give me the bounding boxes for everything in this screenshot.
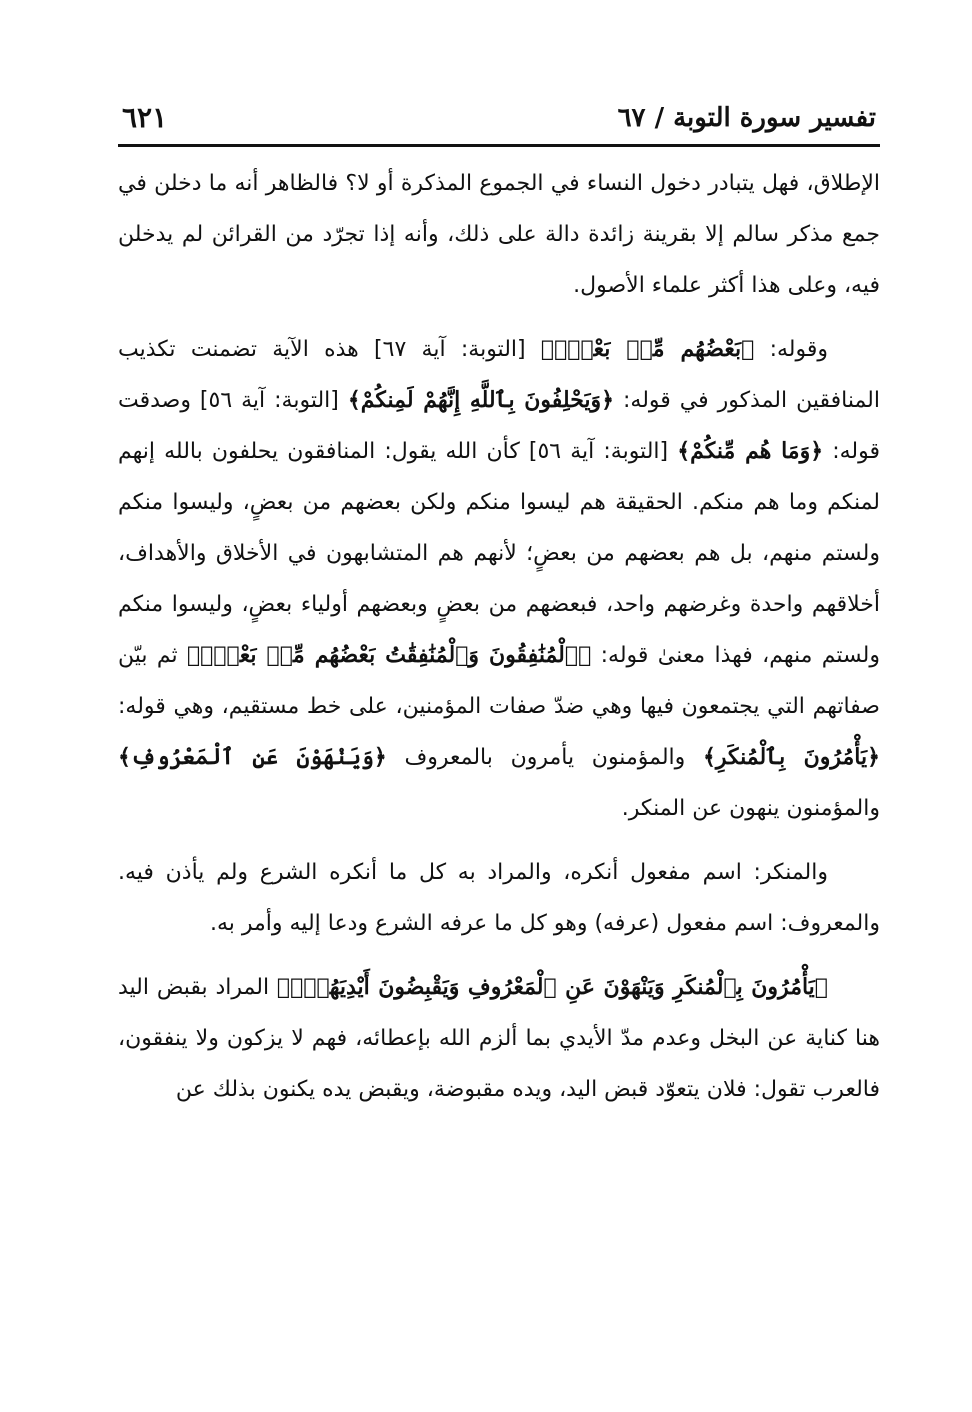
quran-quote: ﴿وَمَا هُم مِّنكُمْ﴾ [677, 438, 824, 464]
text-run: [التوبة: آية ٥٦] كأن الله يقول: المنافقون يحلفون بالله إنهم لمنكم وما هم منكم. الحقيقة هم ليسوا منكم ولكن بعضهم من بعضٍ، وليسوا منكم ولستم منهم، بل هم بعضهم من بعضٍ؛ لأنهم هم المتشابهون في الأخلاق والأهداف، أخلاقهم واحدة وغرضهم واحد، فبعضهم من بعضٍ وبعضهم أولياء بعضٍ، وليسوا منكم ولستم منهم، فهذا معنىٰ قوله: [118, 439, 880, 668]
paragraph [118, 324, 880, 834]
text-run: والمنكر: اسم مفعول أنكره، والمراد به كل ما أنكره الشرع ولم يأذن فيه. والمعروف: اسم مفعول (عرفه) وهو كل ما عرفه الشرع ودعا إليه وأمر به. [118, 860, 880, 936]
text-run: والمؤمنون ينهون عن المنكر. [621, 796, 880, 821]
text-run: والمؤمنون يأمرون بالمعروف [386, 745, 703, 770]
paragraph [118, 158, 880, 311]
text-run: [التوبة: آية ٥٦] وصدقت قوله: [118, 388, 880, 464]
page-header [118, 98, 880, 146]
text-run: الإطلاق، فهل يتبادر دخول النساء في الجموع المذكرة أو لا؟ فالظاهر أنه ما دخلن في جمع مذكر سالم إلا بقرينة زائدة دالة على ذلك، وأنه إذا تجرّد من القرائن لم يدخلن فيه، وعلى هذا أكثر علماء الأصول. [118, 171, 880, 298]
page-number: ٦٢١ [122, 101, 168, 134]
text-run: وقوله: [754, 337, 828, 362]
page-body [118, 158, 880, 1115]
book-page [118, 98, 880, 1128]
text-run: ثم بيّن صفاتهم التي يجتمعون فيها وهي ضدّ صفات المؤمنين، على خط مستقيم، وهي قوله: [118, 643, 880, 719]
header-divider [118, 144, 880, 147]
text-run: [التوبة: آية ٦٧] هذه الآية تضمنت تكذيب المنافقين المذكور في قوله: [118, 337, 880, 413]
quran-quote: ﴿ٱلْمُنَٰفِقُونَ وَٱلْمُنَٰفِقَٰتُ بَعْضُهُم مِّنۢ بَعْضٍۚ﴾ [186, 642, 592, 668]
paragraph [118, 962, 880, 1115]
quran-quote: ﴿يَأْمُرُونَ بِٱلْمُنكَرِ وَيَنْهَوْنَ عَنِ ٱلْمَعْرُوفِ وَيَقْبِضُونَ أَيْدِيَهُمْۚ﴾ [276, 974, 829, 1000]
quran-quote: ﴿وَيَحْلِفُونَ بِٱللَّهِ إِنَّهُمْ لَمِنكُمْ﴾ [347, 387, 615, 413]
text-run: المراد بقبض اليد هنا كناية عن البخل وعدم مدّ الأيدي بما ألزم الله بإعطائه، فهم لا يزكون ولا ينفقون، فالعرب تقول: فلان يتعوّد قبض اليد، ويده مقبوضة، ويقبض يده يكنون بذلك عن [118, 975, 880, 1102]
quran-quote: ﴿يَأْمُرُونَ بِٱلْمُنكَرِ﴾ [702, 744, 880, 770]
paragraph [118, 847, 880, 949]
quran-quote: ﴿بَعْضُهُم مِّنۢ بَعْضٍۚ﴾ [540, 336, 755, 362]
quran-quote: ﴿وَيَنْهَوْنَ عَنِ ٱلْمَعْرُوفِ﴾ [118, 744, 387, 770]
running-title: تفسير سورة التوبة / ٦٧ [617, 103, 876, 133]
